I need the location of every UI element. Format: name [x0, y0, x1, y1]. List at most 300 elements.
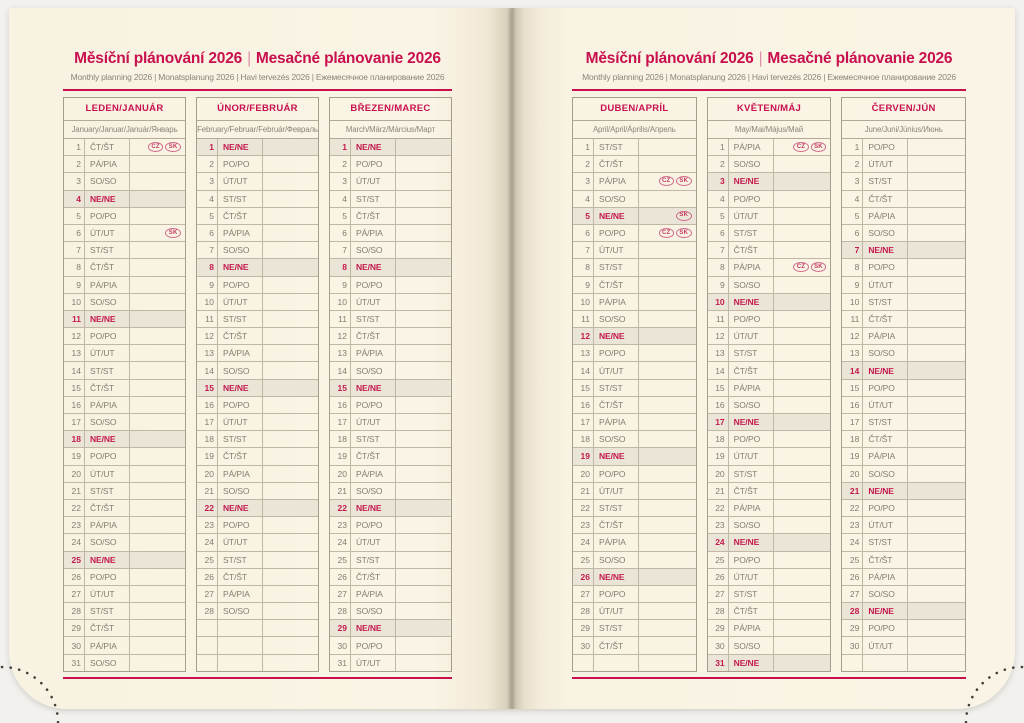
day-row	[708, 172, 831, 189]
day-number: 27	[197, 586, 218, 602]
day-abbrev: SO/SO	[863, 466, 908, 482]
notes-cell	[263, 191, 318, 207]
day-abbrev: PÁ/PIA	[729, 500, 774, 516]
day-abbrev: SO/SO	[594, 552, 639, 568]
day-abbrev: ČT/ŠT	[863, 552, 908, 568]
day-row	[64, 465, 185, 482]
day-number: 30	[64, 637, 85, 653]
day-number: 3	[573, 173, 594, 189]
notes-cell	[639, 552, 696, 568]
notes-cell	[396, 328, 451, 344]
notes-cell	[130, 517, 185, 533]
day-row	[197, 482, 318, 499]
day-abbrev: PO/PO	[218, 517, 263, 533]
day-abbrev: SO/SO	[863, 586, 908, 602]
left-page-content	[63, 50, 452, 679]
blank-row	[197, 619, 318, 636]
day-number: 17	[64, 414, 85, 430]
day-row	[197, 396, 318, 413]
day-row	[842, 568, 965, 585]
day-row	[330, 241, 451, 258]
day-row	[64, 447, 185, 464]
day-abbrev: SO/SO	[729, 156, 774, 172]
day-abbrev: ST/ST	[594, 500, 639, 516]
notes-cell	[263, 259, 318, 275]
day-row	[64, 258, 185, 275]
day-row	[64, 276, 185, 293]
holiday-badge-cz: CZ	[793, 262, 808, 272]
day-abbrev: PÁ/PIA	[218, 345, 263, 361]
day-abbrev: ÚT/UT	[863, 517, 908, 533]
day-row	[708, 482, 831, 499]
day-number: 28	[330, 603, 351, 619]
day-number: 4	[197, 191, 218, 207]
day-abbrev: ST/ST	[594, 139, 639, 155]
day-number: 24	[197, 534, 218, 550]
notes-cell	[263, 397, 318, 413]
blank-row	[197, 654, 318, 671]
day-abbrev: ÚT/UT	[351, 655, 396, 671]
notes-cell	[396, 620, 451, 636]
day-abbrev: ČT/ŠT	[85, 500, 130, 516]
day-number: 18	[573, 431, 594, 447]
day-number: 30	[330, 637, 351, 653]
day-number: 26	[330, 569, 351, 585]
day-number: 23	[197, 517, 218, 533]
notes-cell	[639, 156, 696, 172]
footer-rule	[572, 677, 966, 679]
day-abbrev: ČT/ŠT	[85, 259, 130, 275]
day-number: 7	[197, 242, 218, 258]
day-row	[197, 602, 318, 619]
day-abbrev: ČT/ŠT	[218, 328, 263, 344]
day-abbrev: NE/NE	[863, 483, 908, 499]
day-row	[197, 585, 318, 602]
day-number: 15	[64, 380, 85, 396]
day-number: 6	[708, 225, 729, 241]
day-abbrev: ST/ST	[218, 431, 263, 447]
day-number: 27	[573, 586, 594, 602]
day-number: 10	[64, 294, 85, 310]
day-abbrev: PO/PO	[729, 311, 774, 327]
day-number: 4	[708, 191, 729, 207]
notes-cell	[130, 156, 185, 172]
notes-cell	[396, 517, 451, 533]
day-number: 7	[64, 242, 85, 258]
day-number: 7	[842, 242, 863, 258]
day-abbrev: ÚT/UT	[85, 225, 130, 241]
day-row	[64, 172, 185, 189]
notes-cell	[130, 294, 185, 310]
day-number: 23	[842, 517, 863, 533]
day-abbrev: PÁ/PIA	[863, 208, 908, 224]
day-number: 21	[64, 483, 85, 499]
day-row	[197, 224, 318, 241]
day-row	[708, 310, 831, 327]
notes-cell	[130, 637, 185, 653]
day-row	[573, 619, 696, 636]
day-row	[197, 293, 318, 310]
notes-cell	[908, 294, 965, 310]
day-row	[197, 447, 318, 464]
notes-cell	[774, 277, 831, 293]
day-number: 3	[842, 173, 863, 189]
day-abbrev: SO/SO	[351, 603, 396, 619]
day-number: 30	[573, 637, 594, 653]
day-row	[197, 276, 318, 293]
notes-cell	[908, 483, 965, 499]
day-row	[842, 276, 965, 293]
day-abbrev: ČT/ŠT	[594, 156, 639, 172]
day-row	[708, 585, 831, 602]
notes-cell	[396, 345, 451, 361]
day-abbrev: NE/NE	[85, 191, 130, 207]
day-number: 14	[708, 362, 729, 378]
notes-cell	[263, 637, 318, 653]
day-row	[197, 430, 318, 447]
day-abbrev: ST/ST	[85, 242, 130, 258]
month-languages: April/April/Április/Апрель	[573, 121, 696, 139]
day-abbrev: NE/NE	[351, 620, 396, 636]
day-number: 8	[708, 259, 729, 275]
holiday-badge-sk: SK	[676, 176, 692, 186]
day-row	[708, 327, 831, 344]
day-row	[64, 499, 185, 516]
notes-cell	[908, 552, 965, 568]
notes-cell	[639, 242, 696, 258]
day-abbrev: ÚT/UT	[218, 294, 263, 310]
day-row	[64, 139, 185, 155]
notes-cell	[396, 242, 451, 258]
day-abbrev: ČT/ŠT	[351, 208, 396, 224]
day-number: 7	[573, 242, 594, 258]
day-number: 14	[842, 362, 863, 378]
notes-cell	[908, 156, 965, 172]
notes-cell	[908, 259, 965, 275]
month-header: LEDEN/JANUÁR	[64, 98, 185, 121]
day-abbrev	[594, 655, 639, 671]
day-row	[573, 379, 696, 396]
day-abbrev: PÁ/PIA	[594, 414, 639, 430]
notes-cell	[396, 208, 451, 224]
day-number: 7	[330, 242, 351, 258]
day-number: 21	[330, 483, 351, 499]
day-number: 14	[330, 362, 351, 378]
day-row	[573, 310, 696, 327]
day-number: 31	[330, 655, 351, 671]
day-number: 29	[708, 620, 729, 636]
day-abbrev: SO/SO	[729, 397, 774, 413]
day-row	[64, 585, 185, 602]
notes-cell	[774, 173, 831, 189]
notes-cell	[396, 552, 451, 568]
day-abbrev: ČT/ŠT	[863, 431, 908, 447]
day-abbrev: ÚT/UT	[729, 448, 774, 464]
day-number: 12	[842, 328, 863, 344]
day-number: 13	[573, 345, 594, 361]
notes-cell	[263, 517, 318, 533]
day-row	[330, 155, 451, 172]
day-abbrev: SO/SO	[594, 191, 639, 207]
notes-cell	[908, 191, 965, 207]
notes-cell	[908, 569, 965, 585]
day-number: 18	[708, 431, 729, 447]
day-row	[842, 447, 965, 464]
month-languages: February/Februar/Február/Февраль	[197, 121, 318, 139]
day-abbrev: PO/PO	[863, 620, 908, 636]
day-number: 16	[842, 397, 863, 413]
day-abbrev: ST/ST	[863, 173, 908, 189]
notes-cell	[639, 345, 696, 361]
day-abbrev: ČT/ŠT	[351, 328, 396, 344]
day-row	[573, 499, 696, 516]
day-number: 17	[197, 414, 218, 430]
day-row	[330, 344, 451, 361]
day-abbrev: ST/ST	[351, 552, 396, 568]
notes-cell	[396, 277, 451, 293]
month-header: KVĚTEN/MÁJ	[708, 98, 831, 121]
notes-cell	[908, 380, 965, 396]
day-number: 16	[708, 397, 729, 413]
day-row	[842, 310, 965, 327]
holiday-badge-sk: SK	[811, 142, 827, 152]
day-abbrev: SO/SO	[729, 637, 774, 653]
day-abbrev: SO/SO	[85, 173, 130, 189]
notes-cell	[263, 466, 318, 482]
notes-cell	[774, 156, 831, 172]
blank-row	[573, 654, 696, 671]
notes-cell	[130, 431, 185, 447]
notes-cell	[639, 173, 696, 189]
day-number: 17	[842, 414, 863, 430]
day-row	[330, 551, 451, 568]
notes-cell	[130, 620, 185, 636]
day-abbrev	[218, 637, 263, 653]
notes-cell	[774, 448, 831, 464]
notes-cell	[639, 225, 696, 241]
notes-cell	[263, 294, 318, 310]
day-number: 20	[197, 466, 218, 482]
notes-cell	[639, 397, 696, 413]
day-abbrev: ST/ST	[351, 431, 396, 447]
day-abbrev: ÚT/UT	[351, 173, 396, 189]
day-number: 25	[842, 552, 863, 568]
month-table-unor-februar	[196, 97, 319, 672]
notes-cell	[774, 414, 831, 430]
day-number: 1	[573, 139, 594, 155]
notes-cell	[639, 500, 696, 516]
notes-cell	[396, 294, 451, 310]
day-number: 5	[573, 208, 594, 224]
blank-row	[197, 636, 318, 653]
day-row	[330, 396, 451, 413]
notes-cell	[263, 139, 318, 155]
notes-cell	[908, 345, 965, 361]
day-row	[330, 293, 451, 310]
day-number: 8	[842, 259, 863, 275]
notes-cell	[639, 517, 696, 533]
day-row	[842, 344, 965, 361]
month-header: BŘEZEN/MAREC	[330, 98, 451, 121]
day-abbrev: SO/SO	[729, 277, 774, 293]
day-abbrev: NE/NE	[729, 294, 774, 310]
notes-cell	[130, 603, 185, 619]
notes-cell	[396, 637, 451, 653]
notes-cell	[774, 466, 831, 482]
day-row	[842, 379, 965, 396]
month-languages: June/Juni/Június/Июнь	[842, 121, 965, 139]
day-number: 28	[573, 603, 594, 619]
day-row	[573, 258, 696, 275]
notes-cell	[396, 156, 451, 172]
day-abbrev: ÚT/UT	[218, 414, 263, 430]
day-row	[842, 551, 965, 568]
notes-cell	[774, 208, 831, 224]
day-row	[64, 396, 185, 413]
day-number: 11	[842, 311, 863, 327]
holiday-badge-cz: CZ	[659, 228, 674, 238]
day-number: 9	[708, 277, 729, 293]
day-row	[197, 379, 318, 396]
day-abbrev: ČT/ŠT	[85, 139, 130, 155]
day-number: 4	[842, 191, 863, 207]
day-number: 5	[64, 208, 85, 224]
day-number: 12	[573, 328, 594, 344]
day-number: 25	[197, 552, 218, 568]
notes-cell	[263, 586, 318, 602]
notes-cell	[774, 345, 831, 361]
day-row	[64, 361, 185, 378]
day-row	[330, 568, 451, 585]
day-abbrev: ÚT/UT	[863, 397, 908, 413]
day-abbrev: ÚT/UT	[351, 294, 396, 310]
notes-cell	[130, 552, 185, 568]
day-number: 19	[573, 448, 594, 464]
day-number: 21	[573, 483, 594, 499]
day-row	[573, 585, 696, 602]
day-abbrev: ČT/ŠT	[218, 448, 263, 464]
page-subtitle: Monthly planning 2026 | Monatsplanung 2026 | Havi tervezés 2026 | Ежемесячное планирование 2026	[70, 72, 445, 82]
day-number: 15	[330, 380, 351, 396]
day-row	[708, 293, 831, 310]
day-row	[330, 361, 451, 378]
day-abbrev: ST/ST	[863, 294, 908, 310]
day-abbrev: ÚT/UT	[863, 277, 908, 293]
day-number: 3	[330, 173, 351, 189]
day-number: 12	[197, 328, 218, 344]
day-number: 1	[330, 139, 351, 155]
day-row	[842, 636, 965, 653]
day-row	[573, 551, 696, 568]
notes-cell	[774, 380, 831, 396]
notes-cell	[639, 448, 696, 464]
day-row	[197, 465, 318, 482]
notes-cell	[908, 586, 965, 602]
day-row	[708, 258, 831, 275]
day-abbrev: ÚT/UT	[218, 173, 263, 189]
day-row	[573, 293, 696, 310]
month-table-kveten-maj	[707, 97, 832, 672]
day-row	[330, 310, 451, 327]
day-number: 13	[842, 345, 863, 361]
day-abbrev: SO/SO	[218, 483, 263, 499]
month-grid	[573, 139, 696, 671]
day-row	[64, 379, 185, 396]
day-row	[330, 533, 451, 550]
day-abbrev: PO/PO	[863, 380, 908, 396]
day-abbrev: PÁ/PIA	[729, 380, 774, 396]
day-number: 3	[197, 173, 218, 189]
notes-cell	[908, 500, 965, 516]
title-separator: |	[247, 50, 251, 67]
notes-cell	[130, 328, 185, 344]
day-number: 22	[842, 500, 863, 516]
day-abbrev: NE/NE	[863, 362, 908, 378]
notes-cell	[396, 466, 451, 482]
day-row	[197, 258, 318, 275]
notes-cell	[263, 156, 318, 172]
day-number: 2	[842, 156, 863, 172]
day-row	[708, 361, 831, 378]
page-subtitle: Monthly planning 2026 | Monatsplanung 2026 | Havi tervezés 2026 | Ежемесячное планирование 2026	[582, 72, 956, 82]
day-row	[573, 568, 696, 585]
day-abbrev: ÚT/UT	[594, 603, 639, 619]
notes-cell	[908, 620, 965, 636]
day-row	[197, 568, 318, 585]
holiday-badge-cz: CZ	[148, 142, 163, 152]
day-row	[64, 155, 185, 172]
day-abbrev: PO/PO	[863, 500, 908, 516]
notes-cell	[908, 139, 965, 155]
notes-cell	[263, 173, 318, 189]
day-number: 17	[573, 414, 594, 430]
notes-cell	[263, 225, 318, 241]
day-abbrev: NE/NE	[729, 173, 774, 189]
notes-cell	[908, 448, 965, 464]
month-table-leden-januar	[63, 97, 186, 672]
page-title-cz: Měsíční plánování 2026	[585, 50, 754, 67]
day-number: 6	[330, 225, 351, 241]
day-abbrev: PO/PO	[218, 397, 263, 413]
day-number: 21	[197, 483, 218, 499]
day-row	[708, 344, 831, 361]
day-abbrev: ÚT/UT	[218, 534, 263, 550]
day-abbrev: ST/ST	[594, 259, 639, 275]
month-header: ČERVEN/JÚN	[842, 98, 965, 121]
day-number: 31	[64, 655, 85, 671]
notes-cell	[130, 500, 185, 516]
day-abbrev: PÁ/PIA	[594, 534, 639, 550]
notes-cell	[639, 655, 696, 671]
notes-cell	[396, 500, 451, 516]
notes-cell	[130, 259, 185, 275]
day-number: 18	[64, 431, 85, 447]
day-abbrev: NE/NE	[85, 311, 130, 327]
day-number: 19	[330, 448, 351, 464]
day-number: 6	[573, 225, 594, 241]
day-abbrev: PÁ/PIA	[85, 517, 130, 533]
day-number: 9	[197, 277, 218, 293]
day-number: 8	[197, 259, 218, 275]
notes-cell	[908, 277, 965, 293]
day-row	[842, 430, 965, 447]
notes-cell	[774, 655, 831, 671]
notes-cell	[639, 208, 696, 224]
day-abbrev: ÚT/UT	[729, 208, 774, 224]
notes-cell	[130, 586, 185, 602]
day-abbrev: ST/ST	[729, 466, 774, 482]
day-number	[197, 637, 218, 653]
